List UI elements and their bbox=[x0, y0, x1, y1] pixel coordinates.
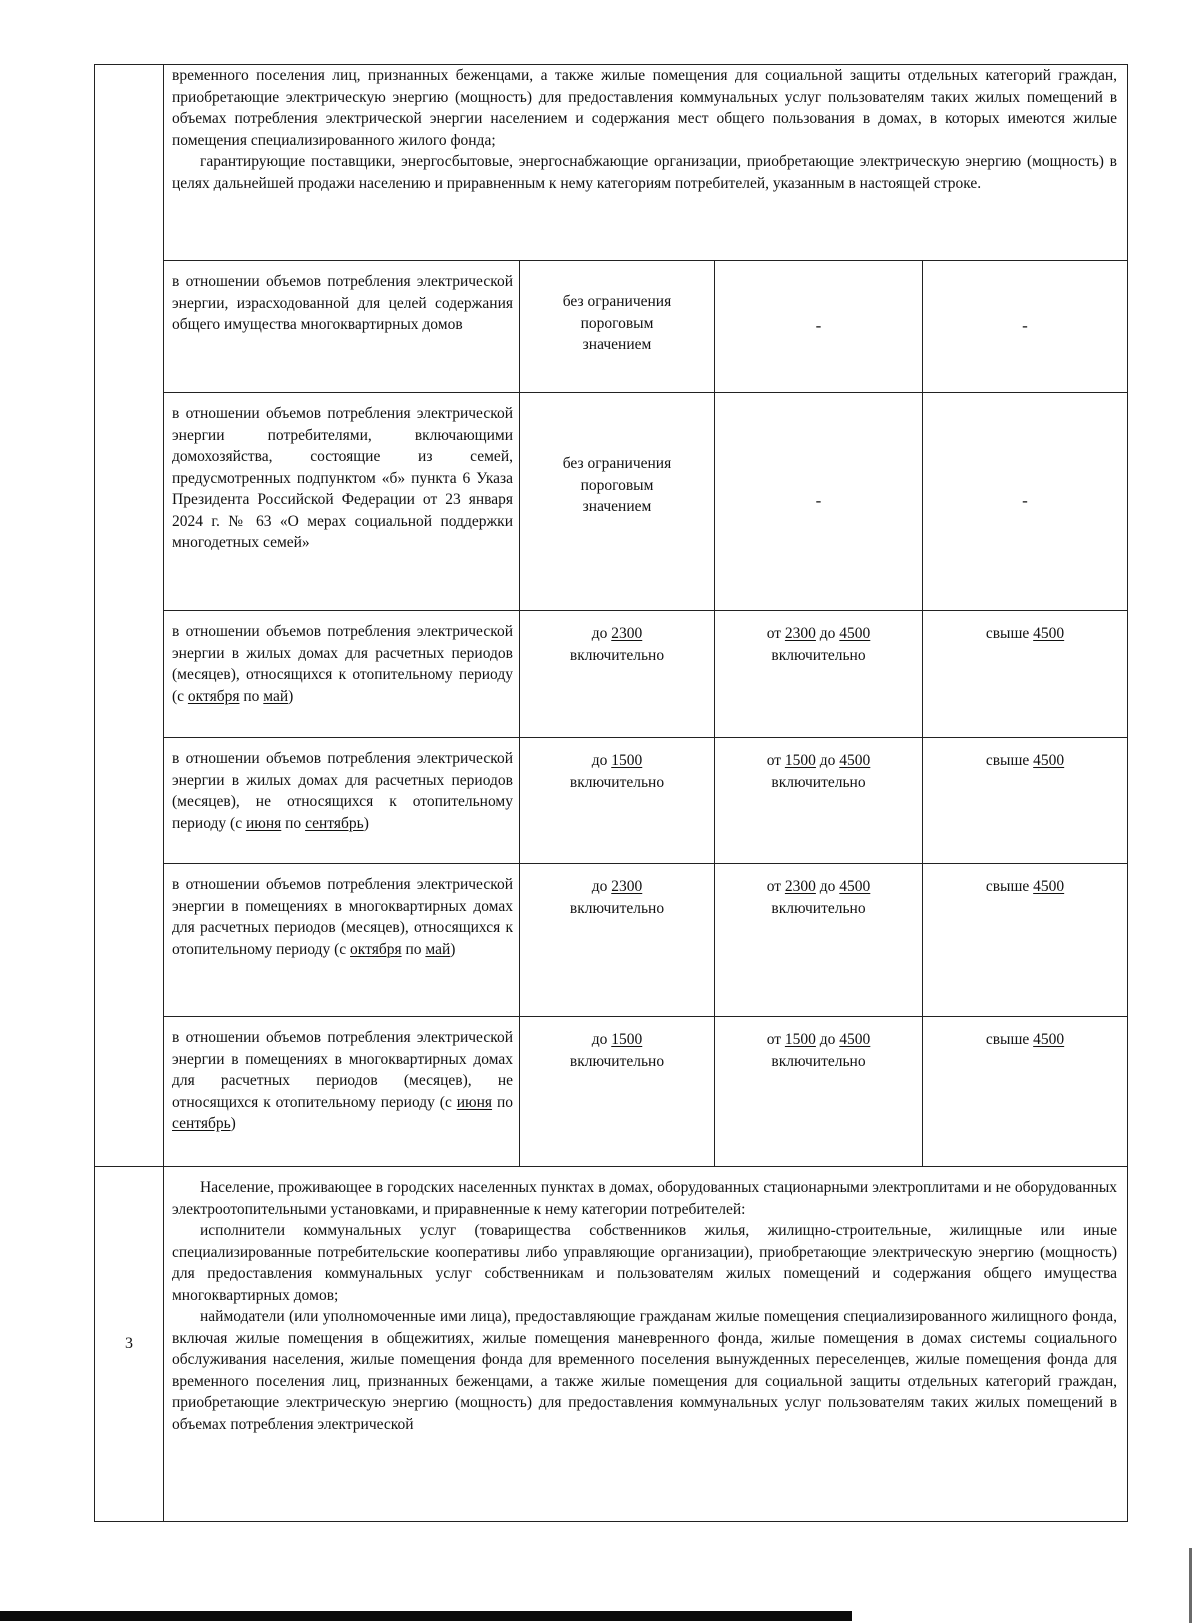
desc-text: по bbox=[281, 814, 306, 832]
paragraph: исполнители коммунальных услуг (товарищества собственников жилья, жилищно-строительные, жилищные или иные специализированные потребительские кооперативы либо управляющие организации), приобретающие электрическую энергию (мощность) для предоставления коммунальных услуг собственникам и пользователям жилых помещений и содержания общего имущества многоквартирных домов; bbox=[172, 1222, 1118, 1304]
month-end: сентябрь bbox=[172, 1115, 231, 1132]
range-prefix: до bbox=[815, 878, 840, 895]
threshold-second-range bbox=[715, 864, 923, 1017]
cell-line: включительно bbox=[771, 899, 866, 917]
threshold-second-range: - bbox=[715, 393, 923, 611]
month-end: май bbox=[425, 940, 451, 958]
range-prefix: до bbox=[815, 625, 840, 642]
desc-text: по bbox=[401, 940, 426, 958]
desc-text: по bbox=[239, 687, 264, 705]
threshold-second-range bbox=[715, 738, 923, 864]
table-row bbox=[95, 738, 1128, 864]
threshold-third-range bbox=[923, 864, 1128, 1017]
volume-description: в отношении объемов потребления электрической энергии, израсходованной для целей содержания общего имущества многоквартирных домов bbox=[164, 261, 520, 393]
threshold-third-range bbox=[923, 1017, 1128, 1167]
cell-line: включительно bbox=[569, 899, 665, 917]
desc-text: по bbox=[492, 1093, 513, 1111]
month-start: октября bbox=[350, 940, 402, 958]
threshold-third-range: - bbox=[923, 393, 1128, 611]
table-row bbox=[95, 393, 1128, 611]
volume-description bbox=[164, 864, 520, 1017]
paragraph: временного поселения лиц, признанных беженцами, а также жилые помещения для социальной защиты отдельных категорий граждан, приобретающие электрическую энергию (мощность) для предоставления коммунальных услуг пользователям таких жилых помещений в объемах потребления электрической энергии населением и содержания мест общего пользования в домах, в которых имеются жилые помещения специализированного жилого фонда; bbox=[172, 67, 1118, 149]
cell-line: пороговым bbox=[580, 314, 654, 332]
threshold-first-range bbox=[520, 611, 715, 738]
range-prefix: до bbox=[815, 752, 840, 769]
range-number: 4500 bbox=[839, 625, 871, 642]
range-prefix: свыше bbox=[985, 625, 1034, 642]
range-number: 4500 bbox=[1033, 878, 1065, 895]
row-number: 3 bbox=[95, 1167, 164, 1522]
desc-text: ) bbox=[363, 814, 369, 832]
range-number: 2300 bbox=[784, 625, 816, 642]
cell-line: включительно bbox=[771, 1052, 866, 1070]
tariff-table bbox=[94, 64, 1128, 1522]
range-prefix: от bbox=[766, 625, 785, 642]
volume-description bbox=[164, 611, 520, 738]
range-number: 4500 bbox=[1033, 752, 1065, 769]
scan-artifact-edge bbox=[1189, 1548, 1192, 1623]
cell-line: включительно bbox=[771, 773, 866, 791]
range-number: 4500 bbox=[1033, 1031, 1065, 1048]
cell-line: включительно bbox=[569, 773, 665, 791]
range-number: 2300 bbox=[611, 878, 643, 895]
range-prefix: от bbox=[766, 1031, 785, 1048]
range-number: 1500 bbox=[611, 752, 643, 769]
threshold-third-range bbox=[923, 611, 1128, 738]
month-start: октября bbox=[187, 687, 240, 705]
range-number: 4500 bbox=[839, 878, 871, 895]
cell-line: значением bbox=[582, 498, 652, 515]
cell-line: включительно bbox=[569, 1052, 665, 1070]
month-end: май bbox=[263, 687, 289, 705]
month-end: сентябрь bbox=[305, 814, 364, 832]
cell-line: включительно bbox=[771, 646, 866, 664]
desc-text: в отношении объемов потребления электрической энергии в помещениях в многоквартирных домах для расчетных периодов (месяцев), не относящихся к отопительному периоду (с bbox=[172, 1029, 513, 1111]
range-prefix: свыше bbox=[985, 1031, 1034, 1048]
month-start: июня bbox=[245, 814, 282, 832]
table-row bbox=[95, 864, 1128, 1017]
range-number: 2300 bbox=[611, 625, 643, 642]
range-number: 1500 bbox=[611, 1031, 643, 1048]
threshold-second-range bbox=[715, 1017, 923, 1167]
range-number: 1500 bbox=[784, 1031, 816, 1048]
range-prefix: от bbox=[766, 878, 785, 895]
range-number: 1500 bbox=[784, 752, 816, 769]
range-prefix: до bbox=[591, 625, 612, 642]
threshold-first-range bbox=[520, 864, 715, 1017]
desc-text: в отношении объемов потребления электрической энергии в жилых домах для расчетных периодов (месяцев), относящихся к отопительному периоду (с bbox=[172, 623, 513, 705]
table-row bbox=[95, 261, 1128, 393]
table-row bbox=[95, 1167, 1128, 1522]
desc-text: в отношении объемов потребления электрической энергии в помещениях в многоквартирных домах для расчетных периодов (месяцев), относящихся к отопительному периоду (с bbox=[172, 876, 513, 958]
range-prefix: свыше bbox=[985, 878, 1034, 895]
cell-line: без ограничения bbox=[562, 455, 672, 472]
threshold-first-range bbox=[520, 393, 715, 611]
table-row bbox=[95, 1017, 1128, 1167]
volume-description: в отношении объемов потребления электрической энергии потребителями, включающими домохозяйства, состоящие из семей, предусмотренных подпунктом «б» пункта 6 Указа Президента Российской Федерации от 23 января 2024 г. № 63 «О мерах социальной поддержки многодетных семей» bbox=[164, 393, 520, 611]
range-number: 4500 bbox=[839, 752, 871, 769]
threshold-third-range bbox=[923, 738, 1128, 864]
desc-text: ) bbox=[450, 940, 456, 958]
threshold-first-range bbox=[520, 261, 715, 393]
scan-artifact-bar bbox=[0, 1611, 852, 1621]
volume-description bbox=[164, 1017, 520, 1167]
threshold-first-range bbox=[520, 1017, 715, 1167]
threshold-second-range: - bbox=[715, 261, 923, 393]
paragraph: Население, проживающее в городских населенных пунктах в домах, оборудованных стационарными электроплитами и не оборудованных электроотопительными установками, и приравненные к нему категории потребителей: bbox=[172, 1179, 1118, 1218]
paragraph: гарантирующие поставщики, энергосбытовые, энергоснабжающие организации, приобретающие электрическую энергию (мощность) в целях дальнейшей продажи населению и приравненным к нему категориям потребителей, указанным в настоящей строке. bbox=[172, 153, 1118, 192]
cell-line: значением bbox=[582, 336, 652, 353]
cell-line: пороговым bbox=[580, 476, 654, 494]
table-row bbox=[95, 611, 1128, 738]
row-description bbox=[164, 65, 1128, 261]
range-number: 4500 bbox=[1033, 625, 1065, 642]
desc-text: в отношении объемов потребления электрической энергии в жилых домах для расчетных периодов (месяцев), не относящихся к отопительному периоду (с bbox=[172, 750, 513, 832]
desc-text: ) bbox=[288, 687, 294, 705]
row-description bbox=[164, 1167, 1128, 1522]
row-number-cell bbox=[95, 65, 164, 1167]
range-number: 4500 bbox=[839, 1031, 871, 1048]
range-number: 2300 bbox=[784, 878, 816, 895]
desc-text: ) bbox=[230, 1115, 236, 1132]
cell-line: включительно bbox=[569, 646, 665, 664]
range-prefix: до bbox=[591, 1031, 612, 1048]
volume-description bbox=[164, 738, 520, 864]
cell-line: без ограничения bbox=[562, 293, 672, 310]
table-row bbox=[95, 65, 1128, 261]
range-prefix: до bbox=[591, 752, 612, 769]
threshold-first-range bbox=[520, 738, 715, 864]
range-prefix: от bbox=[766, 752, 785, 769]
range-prefix: до bbox=[591, 878, 612, 895]
paragraph: наймодатели (или уполномоченные ими лица), предоставляющие гражданам жилые помещения специализированного жилищного фонда, включая жилые помещения в общежитиях, жилые помещения маневренного фонда, жилые помещения в домах системы социального обслуживания населения, жилые помещения фонда для временного поселения вынужденных переселенцев, жилые помещения фонда для временного поселения лиц, признанных беженцами, а также жилые помещения для социальной защиты отдельных категорий граждан, приобретающие электрическую энергию (мощность) для предоставления коммунальных услуг пользователям таких жилых помещений в объемах потребления электрической bbox=[172, 1308, 1118, 1433]
range-prefix: свыше bbox=[985, 752, 1034, 769]
range-prefix: до bbox=[815, 1031, 840, 1048]
month-start: июня bbox=[456, 1093, 493, 1111]
threshold-second-range bbox=[715, 611, 923, 738]
threshold-third-range: - bbox=[923, 261, 1128, 393]
